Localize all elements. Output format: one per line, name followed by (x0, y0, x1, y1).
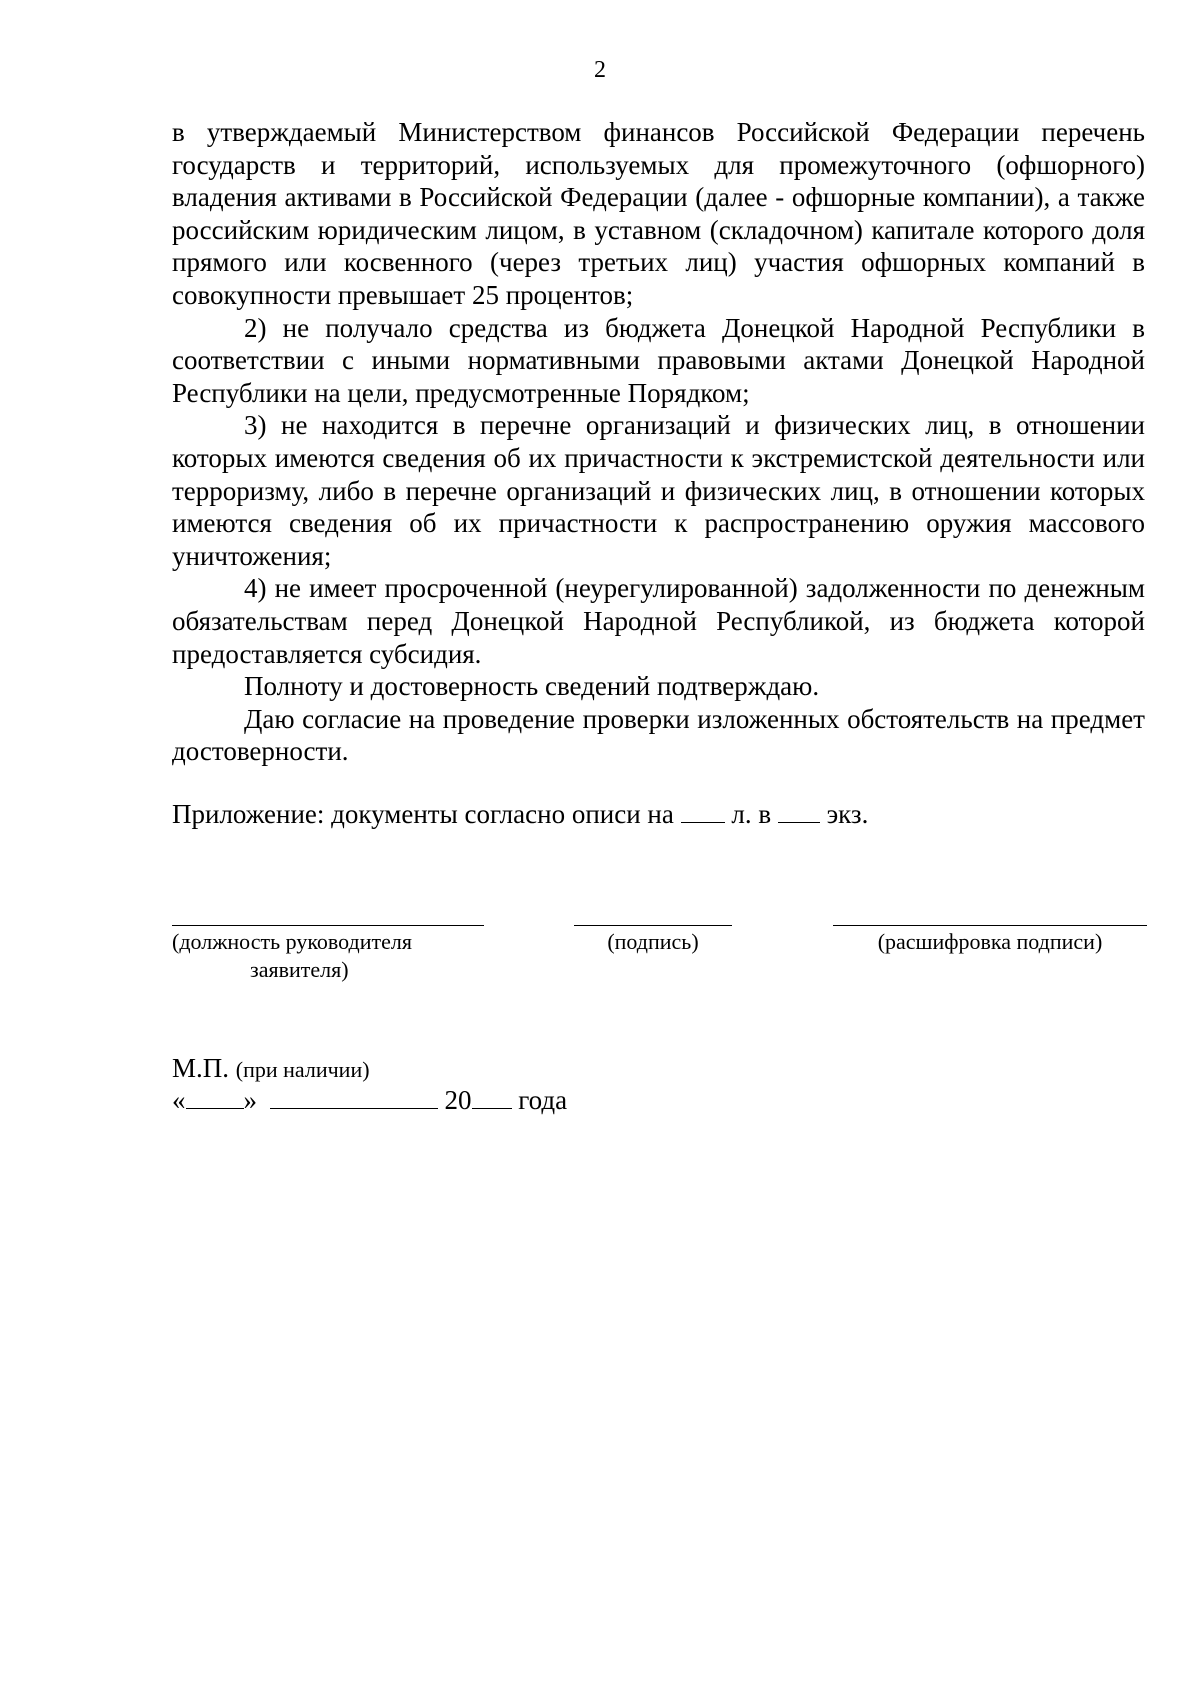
position-caption-line2: заявителя) (250, 957, 349, 982)
paragraph-item-4: 4) не имеет просроченной (неурегулированной) задолженности по денежным обязательствам перед Донецкой Народной Республикой, из бюджета которой предоставляется субсидия. (172, 573, 1145, 669)
attachment-middle: л. в (731, 799, 772, 829)
seal-note: (при наличии) (235, 1057, 370, 1082)
seal-label: М.П. (172, 1053, 230, 1083)
day-blank[interactable] (186, 1086, 244, 1109)
date-suffix: года (518, 1085, 568, 1115)
signature-caption: (подпись) (607, 929, 699, 954)
paragraph-consent: Даю согласие на проведение проверки изложенных обстоятельств на предмет достоверности. (172, 703, 1145, 767)
paragraph-item-3: 3) не находится в перечне организаций и физических лиц, в отношении которых имеются сведения об их причастности к экстремистской деятельности или терроризму, либо в перечне организаций и физических лиц, в отношении которых имеются сведения об их причастности к распространению оружия массового уничтожения; (172, 410, 1145, 571)
copies-count-blank[interactable] (778, 800, 820, 823)
attachment-suffix: экз. (826, 799, 869, 829)
position-caption (172, 928, 412, 984)
sheets-count-blank[interactable] (681, 800, 725, 823)
month-blank[interactable] (270, 1086, 438, 1109)
attachment-line (172, 798, 1145, 830)
seal-line (172, 1053, 370, 1085)
attachment-prefix: Приложение: документы согласно описи на (172, 799, 674, 829)
page-number: 2 (594, 57, 606, 83)
paragraph-offshore: в утверждаемый Министерством финансов Российской Федерации перечень государств и территорий, используемых для промежуточного (офшорного) владения активами в Российской Федерации (далее - офшорные компании), а также российским юридическим лицом, в уставном (складочном) капитале которого доля прямого или косвенного (через третьих лиц) участия офшорных компаний в совокупности превышает 25 процентов; (172, 117, 1145, 310)
date-open-quote: « (172, 1085, 186, 1115)
year-prefix: 20 (444, 1085, 472, 1115)
signature-line[interactable] (574, 925, 732, 926)
year-blank[interactable] (472, 1086, 512, 1109)
paragraph-confirmation: Полноту и достоверность сведений подтверждаю. (244, 671, 820, 702)
signature-decoding-line[interactable] (833, 925, 1147, 926)
position-caption-line1: (должность руководителя (172, 929, 412, 954)
decoding-caption: (расшифровка подписи) (877, 929, 1103, 954)
document-body (172, 116, 1145, 768)
position-signature-line[interactable] (172, 925, 484, 926)
paragraph-item-2: 2) не получало средства из бюджета Донецкой Народной Республики в соответствии с иными нормативными правовыми актами Донецкой Народной Республики на цели, предусмотренные Порядком; (172, 312, 1145, 408)
date-line (172, 1084, 567, 1116)
date-close-quote: » (243, 1085, 257, 1115)
